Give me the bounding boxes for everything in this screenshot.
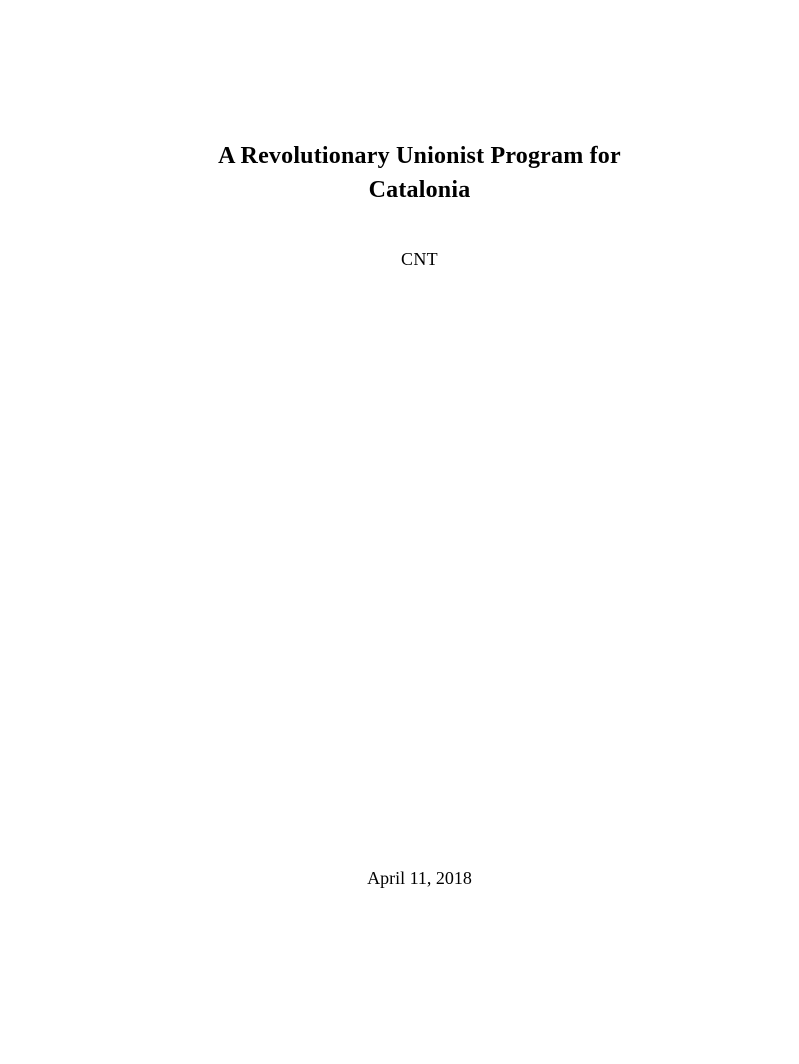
document-author: CNT: [401, 249, 438, 269]
document-date: April 11, 2018: [367, 868, 472, 888]
document-title-line-2: Catalonia: [368, 177, 471, 203]
document-title: [40, 139, 799, 207]
document-title-line-1: A Revolutionary Unionist Program for: [218, 143, 621, 169]
